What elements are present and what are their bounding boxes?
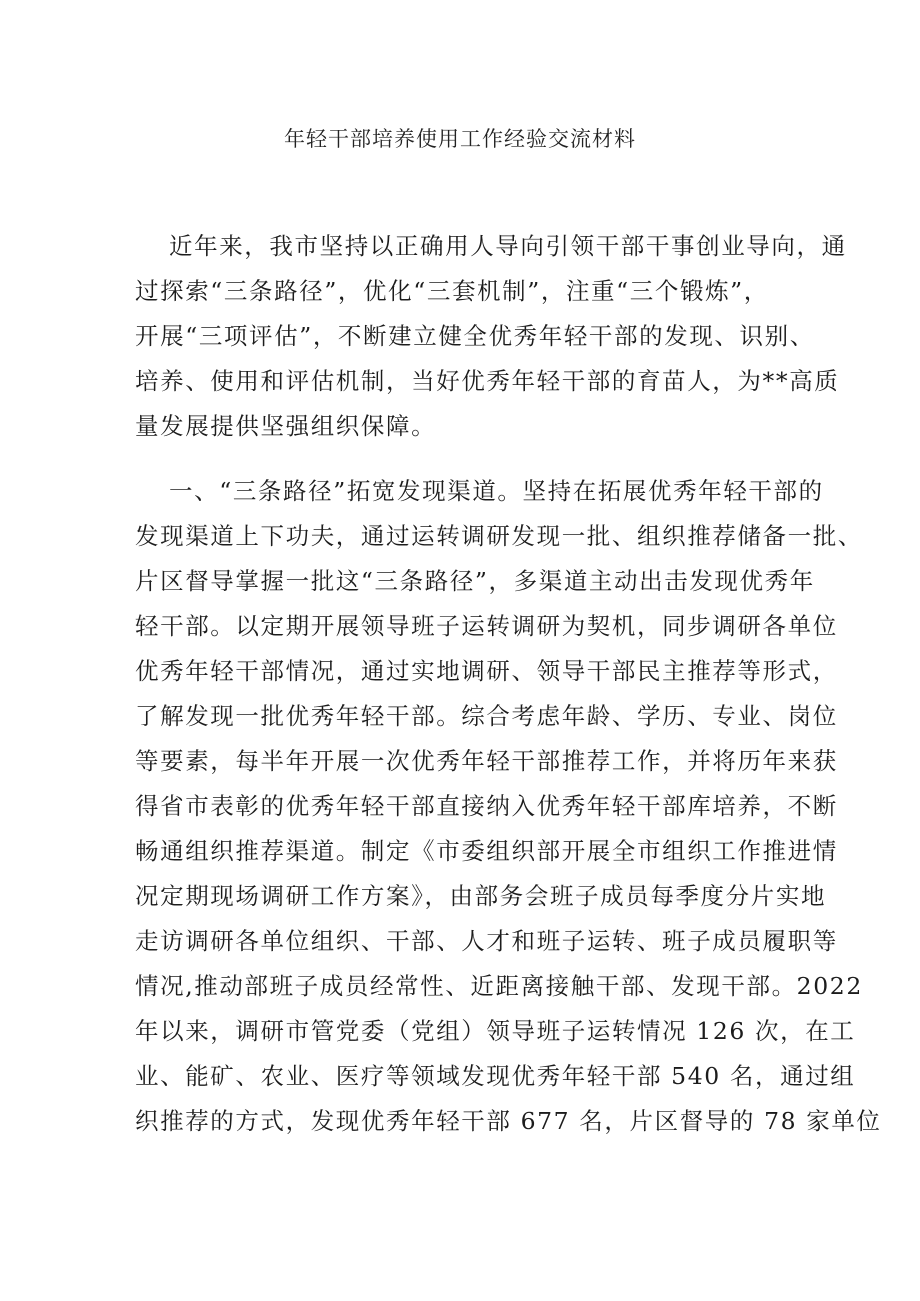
paragraph-line: 近年来，我市坚持以正确用人导向引领干部干事创业导向，通 bbox=[169, 232, 847, 260]
paragraph-line: 等要素，每半年开展一次优秀年轻干部推荐工作，并将历年来获 bbox=[135, 747, 838, 775]
document-title: 年轻干部培养使用工作经验交流材料 bbox=[284, 127, 636, 151]
paragraph-line: 优秀年轻干部情况，通过实地调研、领导干部民主推荐等形式， bbox=[135, 657, 838, 685]
paragraph-line: 况定期现场调研工作方案》，由部务会班子成员每季度分片实地 bbox=[135, 882, 827, 910]
paragraph-line: 业、能矿、农业、医疗等领域发现优秀年轻干部 540 名，通过组 bbox=[135, 1062, 856, 1090]
paragraph-line: 年以来，调研市管党委（党组）领导班子运转情况 126 次，在工 bbox=[135, 1017, 856, 1045]
paragraph-section-one bbox=[135, 469, 882, 1144]
paragraph-line: 培养、使用和评估机制，当好优秀年轻干部的育苗人，为**高质 bbox=[135, 367, 840, 395]
paragraph-line: 了解发现一批优秀年轻干部。综合考虑年龄、学历、专业、岗位 bbox=[135, 702, 838, 730]
section-heading-line: 一、“三条路径”拓宽发现渠道。坚持在拓展优秀年轻干部的 bbox=[169, 477, 824, 505]
paragraph-line: 得省市表彰的优秀年轻干部直接纳入优秀年轻干部库培养，不断 bbox=[135, 792, 838, 820]
paragraph-line: 量发展提供坚强组织保障。 bbox=[135, 412, 437, 440]
paragraph-line: 发现渠道上下功夫，通过运转调研发现一批、组织推荐储备一批、 bbox=[135, 522, 863, 550]
paragraph-intro bbox=[135, 224, 847, 449]
paragraph-line: 开展“三项评估”，不断建立健全优秀年轻干部的发现、识别、 bbox=[135, 322, 815, 350]
paragraph-line: 片区督导掌握一批这“三条路径”，多渠道主动出击发现优秀年 bbox=[135, 567, 815, 595]
paragraph-line: 过探索“三条路径”，优化“三套机制”，注重“三个锻炼”， bbox=[135, 277, 769, 305]
paragraph-line: 情况,推动部班子成员经常性、近距离接触干部、发现干部。2022 bbox=[135, 972, 863, 1000]
paragraph-line: 走访调研各单位组织、干部、人才和班子运转、班子成员履职等 bbox=[135, 927, 838, 955]
paragraph-line: 畅通组织推荐渠道。制定《市委组织部开展全市组织工作推进情 bbox=[135, 837, 838, 865]
paragraph-line: 轻干部。以定期开展领导班子运转调研为契机，同步调研各单位 bbox=[135, 612, 838, 640]
paragraph-line: 织推荐的方式，发现优秀年轻干部 677 名，片区督导的 78 家单位 bbox=[135, 1107, 882, 1135]
